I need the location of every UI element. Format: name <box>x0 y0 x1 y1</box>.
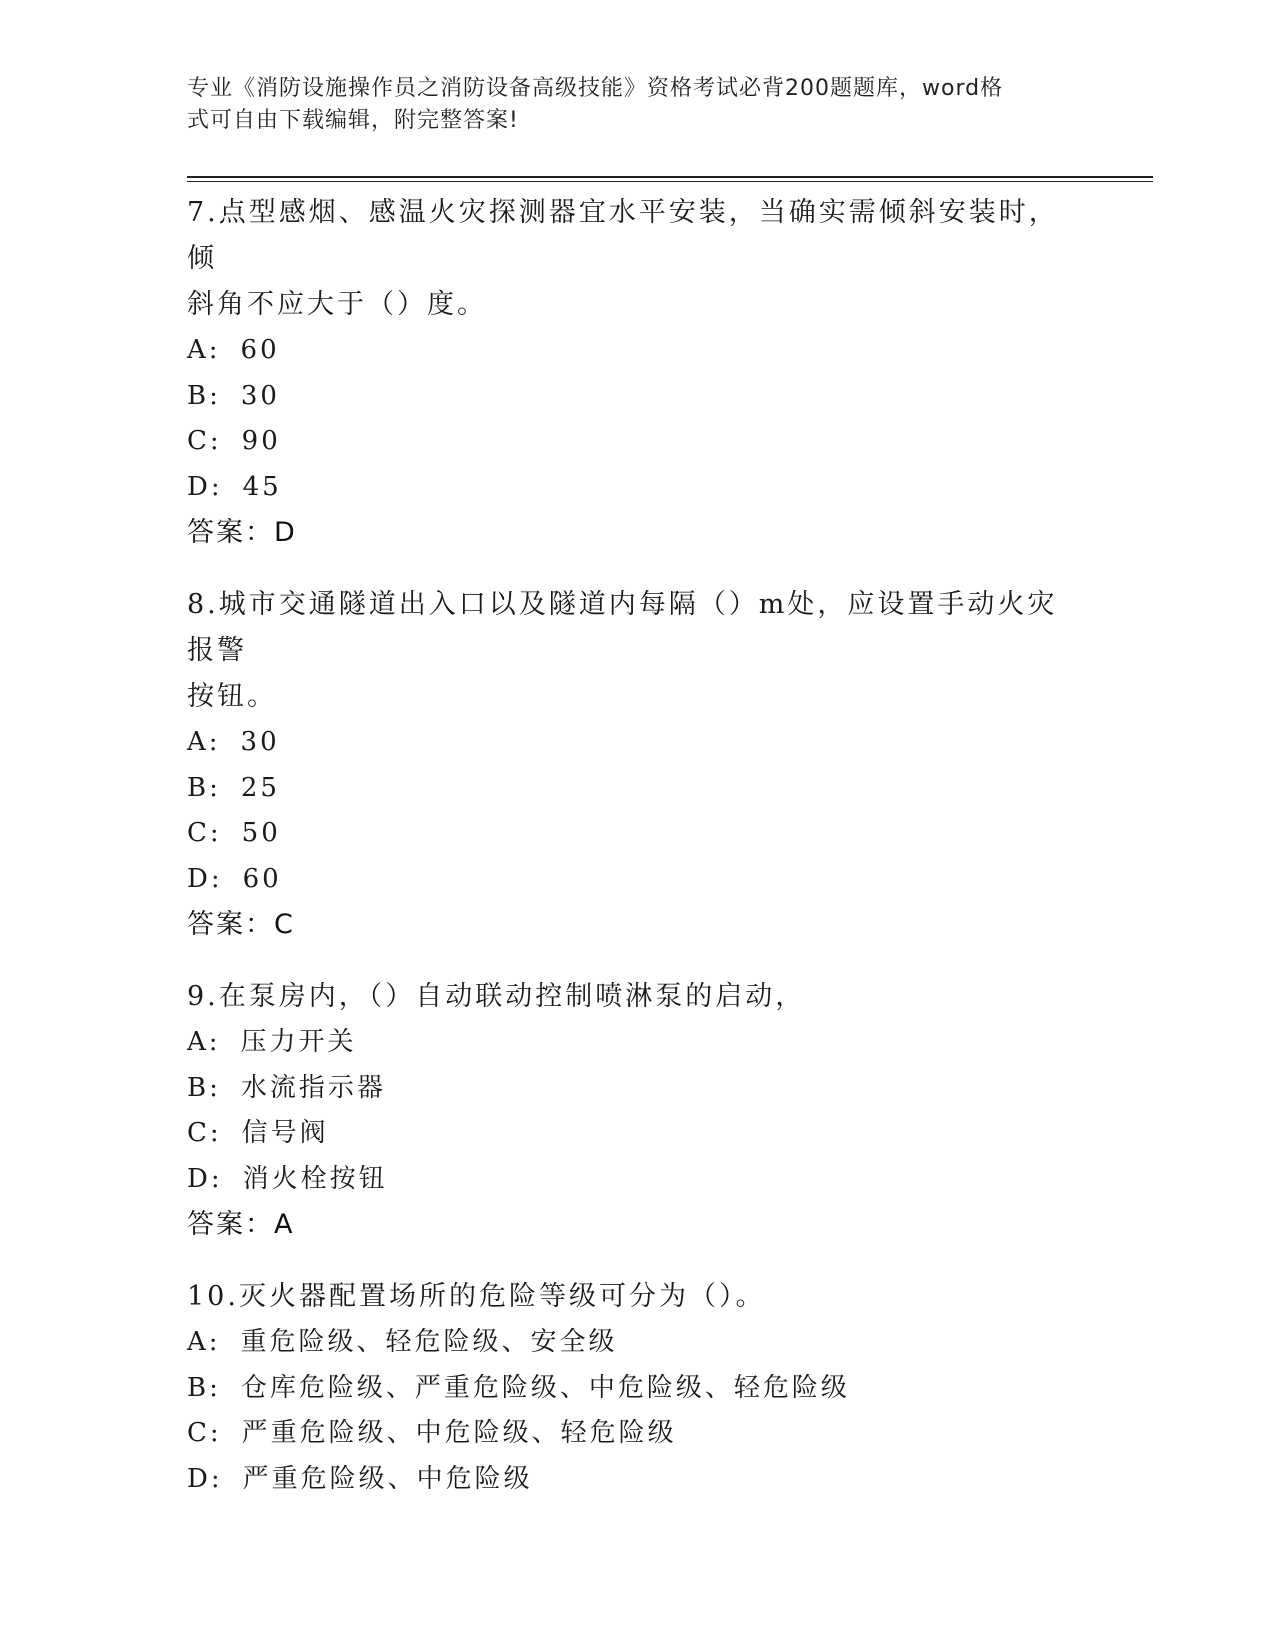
header-line-1: 专业《消防设施操作员之消防设备高级技能》资格考试必背200题题库，word格 <box>187 76 1004 101</box>
option-d <box>187 1457 1087 1503</box>
option-a <box>187 1020 1087 1066</box>
option-a <box>187 1320 1087 1366</box>
option-key: C: <box>187 426 222 456</box>
option-key: B: <box>187 380 221 411</box>
document-header <box>187 73 1067 137</box>
option-text: 仓库危险级、严重危险级、中危险级、轻危险级 <box>240 1372 850 1403</box>
question-10 <box>187 1274 1087 1502</box>
option-key: A: <box>187 727 221 757</box>
question-stem-line: 9.在泵房内，（）自动联动控制喷淋泵的启动， <box>187 981 806 1012</box>
option-text: 消火栓按钮 <box>242 1163 388 1194</box>
option-text: 水流指示器 <box>240 1072 386 1103</box>
option-text: 30 <box>240 380 280 411</box>
question-stem-line: 斜角不应大于（）度。 <box>187 289 487 320</box>
option-text: 重危险级、轻危险级、安全级 <box>240 1327 618 1357</box>
option-text: 30 <box>240 727 280 757</box>
option-text: 严重危险级、中危险级 <box>242 1463 533 1494</box>
question-list <box>187 190 1087 1502</box>
option-key: D: <box>187 1463 223 1494</box>
header-divider-thin <box>187 181 1153 182</box>
option-key: A: <box>187 1327 221 1357</box>
answer-line: 答案：A <box>187 1209 295 1240</box>
option-text: 25 <box>240 772 280 803</box>
option-c <box>187 1411 1087 1457</box>
option-text: 严重危险级、中危险级、轻危险级 <box>241 1418 677 1448</box>
option-d <box>187 857 1087 903</box>
question-9 <box>187 974 1087 1248</box>
option-text: 压力开关 <box>240 1027 357 1057</box>
option-b <box>187 374 1087 420</box>
option-a <box>187 720 1087 766</box>
option-text: 60 <box>242 863 282 894</box>
option-key: D: <box>187 471 223 502</box>
option-key: C: <box>187 1118 222 1148</box>
question-stem-line: 10.灭火器配置场所的危险等级可分为（）。 <box>187 1281 766 1312</box>
option-d <box>187 465 1087 511</box>
question-stem-line: 按钮。 <box>187 681 277 712</box>
option-key: D: <box>187 863 223 894</box>
option-text: 60 <box>240 335 280 365</box>
option-b <box>187 1366 1087 1412</box>
option-key: B: <box>187 1072 221 1103</box>
answer-line: 答案：C <box>187 909 295 940</box>
option-c <box>187 811 1087 857</box>
option-key: D: <box>187 1163 223 1194</box>
option-key: B: <box>187 1372 221 1403</box>
answer-line: 答案：D <box>187 517 297 548</box>
question-7 <box>187 190 1087 556</box>
question-stem-line: 8.城市交通隧道出入口以及隧道内每隔（）m处，应设置手动火灾报警 <box>187 589 1058 666</box>
option-c <box>187 419 1087 465</box>
option-b <box>187 766 1087 812</box>
option-text: 90 <box>241 426 281 456</box>
option-key: A: <box>187 335 221 365</box>
option-c <box>187 1111 1087 1157</box>
option-key: C: <box>187 1418 222 1448</box>
option-key: C: <box>187 818 222 848</box>
option-a <box>187 328 1087 374</box>
option-text: 45 <box>242 471 282 502</box>
question-8 <box>187 582 1087 948</box>
option-key: B: <box>187 772 221 803</box>
question-stem-line: 7.点型感烟、感温火灾探测器宜水平安装，当确实需倾斜安装时，倾 <box>187 197 1059 274</box>
option-text: 50 <box>241 818 281 848</box>
option-b <box>187 1066 1087 1112</box>
header-divider-thick <box>187 176 1153 178</box>
option-text: 信号阀 <box>241 1118 329 1148</box>
option-key: A: <box>187 1027 221 1057</box>
header-line-2: 式可自由下载编辑，附完整答案! <box>187 108 519 133</box>
option-d <box>187 1157 1087 1203</box>
